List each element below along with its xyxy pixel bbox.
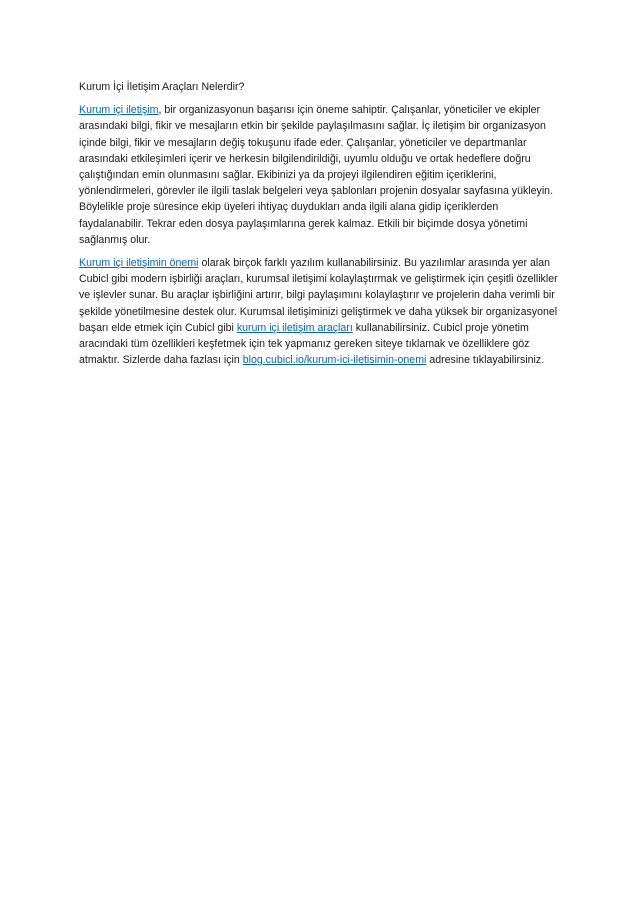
- document-body: [79, 79, 563, 375]
- link-blog-url[interactable]: blog.cubicl.io/kurum-ici-iletisimin-onemi: [242, 354, 427, 367]
- link-kurum-ici-iletisimin-onemi[interactable]: Kurum içi iletişimin önemi: [79, 257, 199, 270]
- paragraph-tools-text-3: adresine tıklayabilirsiniz.: [426, 354, 545, 367]
- paragraph-tools-text-1: olarak birçok farklı yazılım kullanabilirsiniz. Bu yazılımlar arasında yer alan Cubicl gibi modern işbirliği araçları, kurumsal iletişimi kolaylaştırmak ve geliştirmek için çeşitli özellikler ve işlevler sunar. Bu araçlar işbirliğini artırır, bilgi paylaşımını kolaylaştırır ve projelerin daha verimli bir şekilde yönetilmesine destek olur. Kurumsal iletişiminizi geliştirmek ve daha yüksek bir organizasyonel başarı elde etmek için Cubicl gibi: [79, 257, 558, 334]
- document-title: Kurum İçi İletişim Araçları Nelerdir?: [79, 81, 245, 93]
- paragraph-tools-text-2: kullanabilirsiniz. Cubicl proje yönetim aracındaki tüm özellikleri keşfetmek için tek yapmanız gereken siteye tıklamak ve özelliklere göz atmaktır. Sizlerde daha fazlası için: [79, 321, 530, 367]
- link-kurum-ici-iletisim[interactable]: Kurum içi iletişim: [79, 104, 159, 117]
- paragraph-tools: [79, 255, 563, 368]
- paragraph-intro-text: , bir organizasyonun başarısı için öneme sahiptir. Çalışanlar, yöneticiler ve ekipler arasındaki bilgi, fikir ve mesajların etkin bir şekilde paylaşılmasını sağlar. İç iletişim bir organizasyon içinde bilgi, fikir ve mesajların değiş tokuşunu ifade eder. Çalışanlar, yöneticiler ve departmanlar arasındaki etkileşimleri içerir ve herkesin bilgilendirildiği, uyumlu olduğu ve ortak hedeflere doğru çalıştığından emin olunmasını sağlar. Ekibinizi ya da projeyi ilgilendiren eğitim içeriklerini, yönlendirmeleri, görevler ile ilgili taslak belgeleri veya şablonları projenin dosyalar sayfasına yükleyin. Böylelikle proje süresince ekip üyeleri ihtiyaç duydukları anda ilgili alana gidip içeriklerden faydalanabilir. Tekrar eden dosya paylaşımlarına gerek kalmaz. Etkili bir biçimde dosya yönetimi sağlanmış olur.: [79, 104, 554, 246]
- link-kurum-ici-iletisim-araclari[interactable]: kurum içi iletişim araçları: [236, 321, 353, 334]
- paragraph-intro: [79, 102, 563, 248]
